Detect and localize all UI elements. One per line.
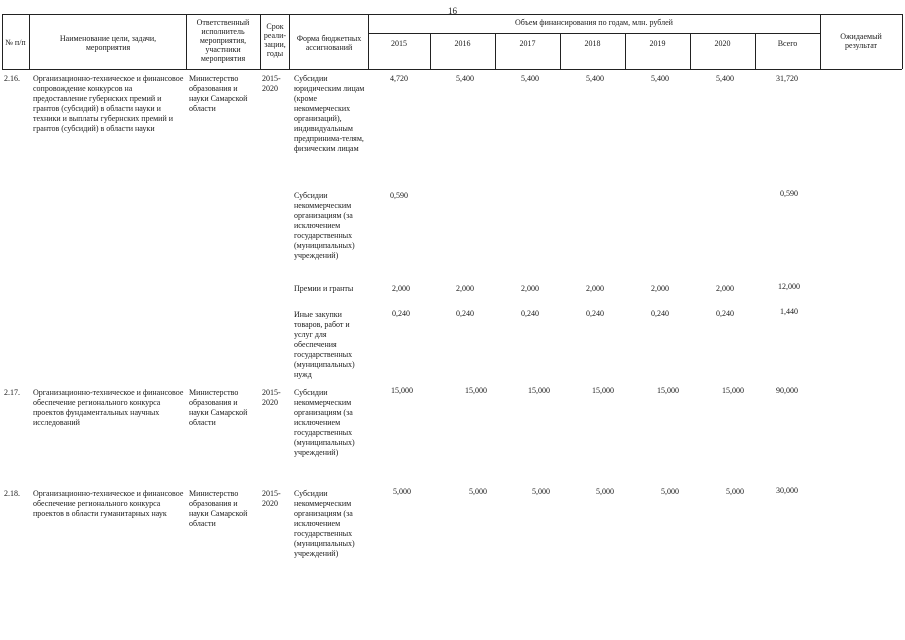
value-total: 12,000 — [778, 282, 800, 291]
value-2016: 2,000 — [456, 284, 474, 293]
value-2018: 0,240 — [586, 309, 604, 318]
value-2017: 15,000 — [528, 386, 550, 395]
row-number: 2.17. — [4, 388, 20, 397]
value-2019: 0,240 — [651, 309, 669, 318]
header-year-2018: 2018 — [584, 39, 601, 48]
value-2020: 5,000 — [726, 487, 744, 496]
value-2019: 5,000 — [661, 487, 679, 496]
header-result: Ожидаемый результат — [840, 32, 882, 50]
row-form: Субсидии юридическим лицам (кроме некоммерческих организаций), индивидуальным предпринима-телям, физическим лицам — [294, 74, 365, 153]
value-2016: 5,400 — [456, 74, 474, 83]
value-total: 90,000 — [776, 386, 798, 395]
value-2015: 4,720 — [390, 74, 408, 83]
header-name: Наименование цели, задачи, мероприятия — [59, 34, 157, 52]
value-2015: 0,590 — [390, 191, 408, 200]
value-2020: 15,000 — [722, 386, 744, 395]
value-2019: 5,400 — [651, 74, 669, 83]
value-2016: 15,000 — [465, 386, 487, 395]
value-total: 31,720 — [776, 74, 798, 83]
value-2017: 5,400 — [521, 74, 539, 83]
header-executor: Ответственный исполнитель мероприятия, участники мероприятия — [196, 18, 250, 63]
value-total: 30,000 — [776, 486, 798, 495]
row-number: 2.16. — [4, 74, 20, 83]
value-total: 1,440 — [780, 307, 798, 316]
value-2020: 2,000 — [716, 284, 734, 293]
value-2020: 5,400 — [716, 74, 734, 83]
row-term: 2015-2020 — [262, 388, 281, 407]
header-total: Всего — [777, 39, 798, 48]
row-name: Организационно-техническое и финансовое сопровождение конкурсов на предоставление губернских премий и грантов (субсидий) в области науки и техники и выплаты губернских премий и грантов (субсидий) в области науки — [33, 74, 184, 133]
row-name: Организационно-техническое и финансовое обеспечение регионального конкурса проектов в области гуманитарных наук — [33, 489, 184, 518]
header-term: Срок реали-зации, годы — [263, 22, 287, 58]
header-year-2016: 2016 — [454, 39, 471, 48]
header-num: № п/п — [5, 38, 26, 47]
row-form: Субсидии некоммерческим организациям (за исключением государственных (муниципальных) учреждений) — [294, 489, 355, 558]
value-2015: 5,000 — [393, 487, 411, 496]
row-executor: Министерство образования и науки Самарской области — [189, 489, 248, 528]
row-name: Организационно-техническое и финансовое обеспечение регионального конкурса проектов фундаментальных научных исследований — [33, 388, 184, 427]
value-2018: 5,000 — [596, 487, 614, 496]
value-2018: 2,000 — [586, 284, 604, 293]
value-2015: 0,240 — [392, 309, 410, 318]
header-form: Форма бюджетных ассигнований — [296, 34, 362, 52]
value-2018: 5,400 — [586, 74, 604, 83]
value-2017: 2,000 — [521, 284, 539, 293]
header-year-2019: 2019 — [649, 39, 666, 48]
value-2017: 0,240 — [521, 309, 539, 318]
header-year-2020: 2020 — [714, 39, 731, 48]
value-2015: 15,000 — [391, 386, 413, 395]
row-form: Субсидии некоммерческим организациям (за исключением государственных (муниципальных) учреждений) — [294, 388, 355, 457]
value-total: 0,590 — [780, 189, 798, 198]
row-term: 2015-2020 — [262, 74, 281, 93]
value-2016: 0,240 — [456, 309, 474, 318]
row-executor: Министерство образования и науки Самарской области — [189, 388, 248, 427]
row-executor: Министерство образования и науки Самарской области — [189, 74, 248, 113]
page-number: 16 — [448, 6, 457, 16]
header-funding: Объем финансирования по годам, млн. рублей — [515, 18, 673, 27]
value-2019: 2,000 — [651, 284, 669, 293]
value-2017: 5,000 — [532, 487, 550, 496]
value-2020: 0,240 — [716, 309, 734, 318]
value-2015: 2,000 — [392, 284, 410, 293]
header-year-2017: 2017 — [519, 39, 536, 48]
value-2019: 15,000 — [657, 386, 679, 395]
header-year-2015: 2015 — [391, 39, 407, 48]
row-form: Иные закупки товаров, работ и услуг для обеспечения государственных (муниципальных) нужд — [294, 310, 355, 379]
row-form: Субсидии некоммерческим организациям (за исключением государственных (муниципальных) учреждений) — [294, 191, 355, 260]
value-2016: 5,000 — [469, 487, 487, 496]
value-2018: 15,000 — [592, 386, 614, 395]
row-term: 2015-2020 — [262, 489, 281, 508]
row-form: Премии и гранты — [294, 284, 354, 293]
row-number: 2.18. — [4, 489, 20, 498]
